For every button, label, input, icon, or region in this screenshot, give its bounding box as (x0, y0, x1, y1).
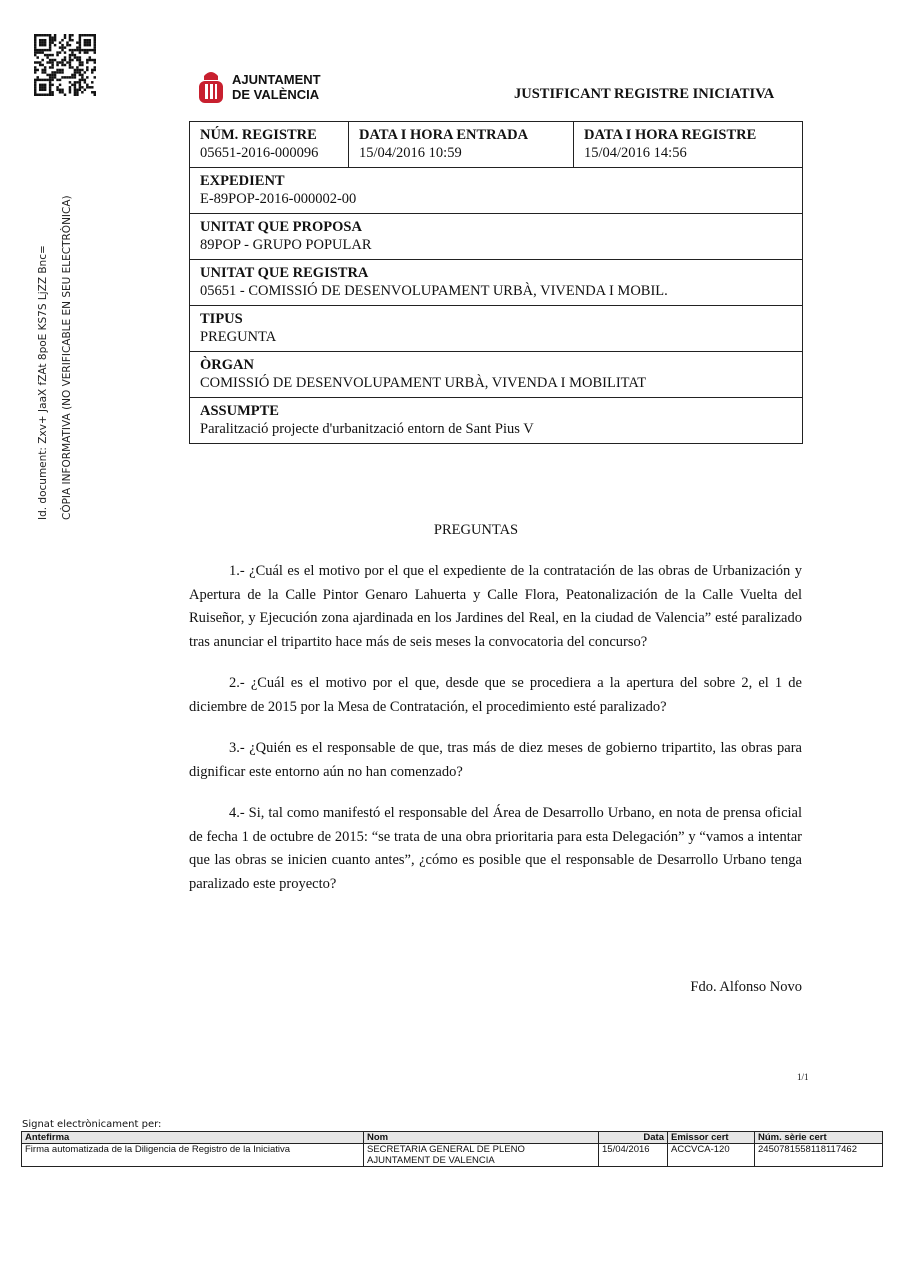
type-value: PREGUNTA (200, 329, 277, 345)
registering-unit-label: UNITAT QUE REGISTRA (200, 265, 369, 281)
logo-line-2: DE VALÈNCIA (232, 87, 320, 102)
col-data: Data (599, 1132, 668, 1144)
document-id: Id. document: Zxv+ JaaX fZAt 8poE KS7S LjZZ Bnc= (37, 245, 49, 520)
questions-heading: PREGUNTAS (433, 522, 519, 538)
logo-line-1: AJUNTAMENT (232, 72, 321, 87)
serie-cell: 2450781558118117462 (755, 1144, 883, 1167)
questions-body (189, 560, 802, 914)
page-number: 1/1 (797, 1072, 809, 1082)
signed-caption: Signat electrònicament per: (22, 1119, 162, 1130)
entry-date-value: 15/04/2016 10:59 (359, 145, 462, 161)
col-antefirma: Antefirma (22, 1132, 364, 1144)
question-1: 1.- ¿Cuál es el motivo por el que el expediente de la contratación de las obras de Urbanización y Apertura de la Calle Pintor Genaro Lahuerta y Calle Flora, Peatonalización de la Calle Vuelta del Ruiseñor, y Ejecución zona ajardinada en los Jardines del Real, en la ciudad de Valencia” esté paralizado tras anunciar el tripartito hace más de seis meses la convocatoria del concurso? (189, 563, 802, 650)
organ-label: ÒRGAN (200, 357, 254, 373)
registry-table (189, 121, 803, 444)
qr-code (34, 34, 96, 96)
expedient-label: EXPEDIENT (200, 173, 285, 189)
question-4: 4.- Si, tal como manifestó el responsable del Área de Desarrollo Urbano, en nota de prensa oficial de fecha 1 de octubre de 2015: “se trata de una obra prioritaria para esta Delegación” y “vamos a intentar que las obras se inicien cuanto antes”, ¿cómo es posible que el responsable de Desarrollo Urbano tenga paralizado este proyecto? (189, 805, 802, 892)
registry-date-value: 15/04/2016 14:56 (584, 145, 687, 161)
city-crest-icon (196, 68, 226, 106)
document-title: JUSTIFICANT REGISTRE INICIATIVA (514, 86, 775, 102)
copy-notice: CÒPIA INFORMATIVA (NO VERIFICABLE EN SEU ELECTRÒNICA) (61, 195, 73, 520)
num-registre-label: NÚM. REGISTRE (200, 127, 317, 143)
subject-value: Paralització projecte d'urbanització entorn de Sant Pius V (200, 421, 534, 437)
nom-cell (364, 1144, 599, 1167)
entry-date-label: DATA I HORA ENTRADA (359, 127, 529, 143)
organ-value: COMISSIÓ DE DESENVOLUPAMENT URBÀ, VIVENDA I MOBILITAT (200, 375, 647, 391)
signatures-table (21, 1131, 883, 1167)
col-serie: Núm. sèrie cert (755, 1132, 883, 1144)
signature-row (22, 1144, 883, 1167)
question-2: 2.- ¿Cuál es el motivo por el que, desde que se procediera a la apertura del sobre 2, el 1 de diciembre de 2015 por la Mesa de Contratación, el procedimiento esté paralizado? (189, 675, 802, 715)
emissor-cell: ACCVCA-120 (668, 1144, 755, 1167)
signature-line: Fdo. Alfonso Novo (690, 979, 802, 995)
registering-unit-value: 05651 - COMISSIÓ DE DESENVOLUPAMENT URBÀ, VIVENDA I MOBIL. (200, 283, 668, 299)
nom-line-1: SECRETARIA GENERAL DE PLENO (367, 1144, 525, 1155)
data-cell: 15/04/2016 (599, 1144, 668, 1167)
registry-date-label: DATA I HORA REGISTRE (584, 127, 757, 143)
nom-line-2: AJUNTAMENT DE VALENCIA (367, 1155, 495, 1166)
proposing-unit-label: UNITAT QUE PROPOSA (200, 219, 362, 235)
expedient-value: E-89POP-2016-000002-00 (200, 191, 357, 207)
ajuntament-logo (196, 68, 321, 106)
antefirma-cell: Firma automatizada de la Diligencia de Registro de la Iniciativa (22, 1144, 364, 1167)
num-registre-value: 05651-2016-000096 (200, 145, 319, 161)
subject-label: ASSUMPTE (200, 403, 279, 419)
type-label: TIPUS (200, 311, 243, 327)
question-3: 3.- ¿Quién es el responsable de que, tras más de diez meses de gobierno tripartito, las obras para dignificar este entorno aún no han comenzado? (189, 740, 802, 780)
col-nom: Nom (364, 1132, 599, 1144)
proposing-unit-value: 89POP - GRUPO POPULAR (200, 237, 372, 253)
col-emissor: Emissor cert (668, 1132, 755, 1144)
